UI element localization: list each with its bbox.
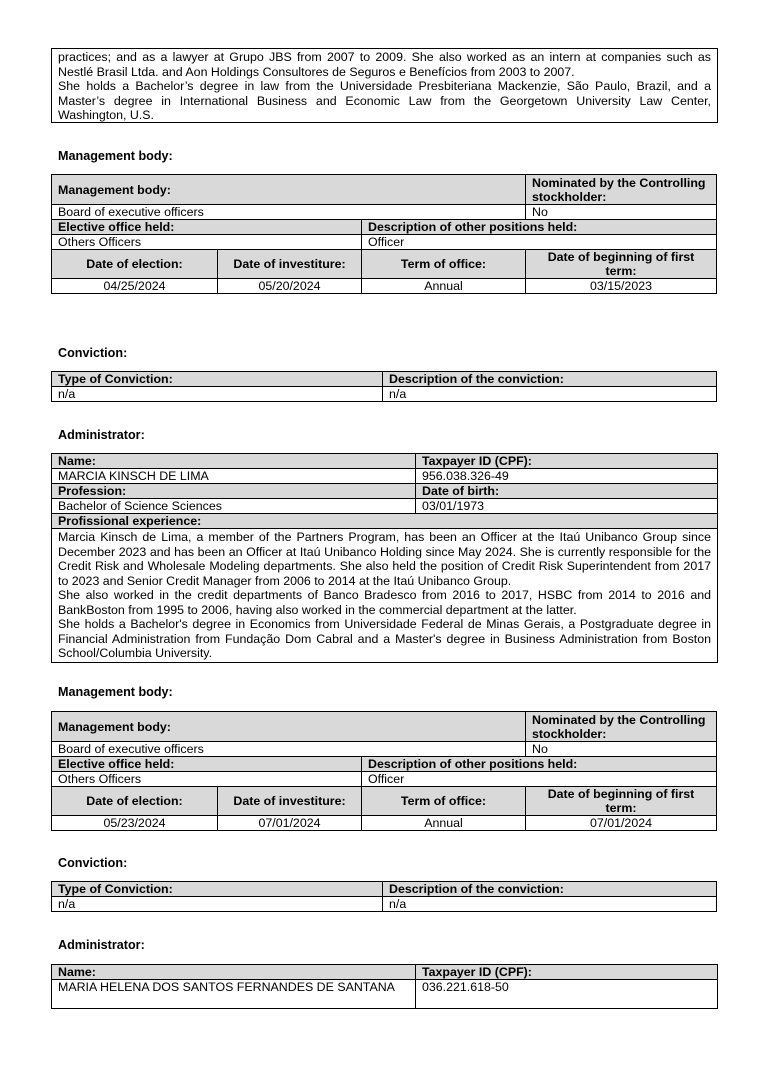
experience-label: Profissional experience: bbox=[52, 514, 718, 529]
description-conviction-label: Description of the conviction: bbox=[383, 372, 717, 387]
management-table-2 bbox=[51, 711, 716, 831]
term-office-label: Term of office: bbox=[362, 250, 526, 279]
date-investiture-label: Date of investiture: bbox=[218, 250, 362, 279]
management-body-label: Management body: bbox=[52, 175, 526, 205]
name-label: Name: bbox=[52, 454, 416, 469]
nominated-label: Nominated by the Controlling stockholder: bbox=[526, 712, 717, 742]
taxpayer-label: Taxpayer ID (CPF): bbox=[416, 454, 718, 469]
date-investiture-value: 05/20/2024 bbox=[218, 279, 362, 294]
experience-paragraph: She holds a Bachelor's degree in Economics from Universidade Federal de Minas Gerais, a Postgraduate degree in Financial Administration from Fundação Dom Cabral and a Master's degree in Business Administration from Boston School/Columbia University. bbox=[58, 617, 711, 660]
birth-value: 03/01/1973 bbox=[416, 499, 718, 514]
nominated-label: Nominated by the Controlling stockholder: bbox=[526, 175, 717, 205]
conviction-table-1 bbox=[51, 371, 716, 402]
nominated-value: No bbox=[526, 205, 717, 220]
administrator-section-title: Administrator: bbox=[58, 428, 145, 442]
administrator-table-1 bbox=[51, 453, 717, 663]
other-positions-value: Officer bbox=[362, 772, 717, 787]
management-body-value: Board of executive officers bbox=[52, 205, 526, 220]
date-election-label: Date of election: bbox=[52, 250, 218, 279]
nominated-value: No bbox=[526, 742, 717, 757]
experience-value bbox=[52, 529, 718, 663]
type-conviction-label: Type of Conviction: bbox=[52, 372, 383, 387]
management-body-label: Management body: bbox=[52, 712, 526, 742]
name-label: Name: bbox=[52, 965, 416, 980]
management-body-value: Board of executive officers bbox=[52, 742, 526, 757]
elective-office-label: Elective office held: bbox=[52, 220, 362, 235]
conviction-section-title: Conviction: bbox=[58, 856, 128, 870]
date-election-label: Date of election: bbox=[52, 787, 218, 816]
elective-office-value: Others Officers bbox=[52, 235, 362, 250]
bio-paragraph: practices; and as a lawyer at Grupo JBS from 2007 to 2009. She also worked as an intern at companies such as Nestlé Brasil Ltda. and Aon Holdings Consultores de Seguros e Benefícios from 2003 to 2007. bbox=[58, 50, 711, 79]
first-term-label: Date of beginning of first term: bbox=[526, 787, 717, 816]
administrator-section-title: Administrator: bbox=[58, 938, 145, 952]
taxpayer-label: Taxpayer ID (CPF): bbox=[416, 965, 718, 980]
type-conviction-label: Type of Conviction: bbox=[52, 882, 383, 897]
name-value: MARCIA KINSCH DE LIMA bbox=[52, 469, 416, 484]
management-section-title: Management body: bbox=[58, 149, 173, 163]
name-value: MARIA HELENA DOS SANTOS FERNANDES DE SANTANA bbox=[52, 980, 416, 1009]
date-election-value: 04/25/2024 bbox=[52, 279, 218, 294]
term-office-value: Annual bbox=[362, 816, 526, 831]
type-conviction-value: n/a bbox=[52, 897, 383, 912]
management-section-title: Management body: bbox=[58, 685, 173, 699]
description-conviction-label: Description of the conviction: bbox=[383, 882, 717, 897]
bio-continuation-box bbox=[51, 48, 718, 123]
taxpayer-value: 956.038.326-49 bbox=[416, 469, 718, 484]
conviction-table-2 bbox=[51, 881, 716, 912]
term-office-label: Term of office: bbox=[362, 787, 526, 816]
experience-paragraph: She also worked in the credit departments of Banco Bradesco from 2016 to 2017, HSBC from 2014 to 2016 and BankBoston from 1995 to 2006, having also worked in the commercial department at the latter. bbox=[58, 588, 711, 617]
first-term-value: 07/01/2024 bbox=[526, 816, 717, 831]
date-investiture-label: Date of investiture: bbox=[218, 787, 362, 816]
elective-office-label: Elective office held: bbox=[52, 757, 362, 772]
first-term-label: Date of beginning of first term: bbox=[526, 250, 717, 279]
administrator-table-2 bbox=[51, 964, 717, 1009]
term-office-value: Annual bbox=[362, 279, 526, 294]
other-positions-label: Description of other positions held: bbox=[362, 220, 717, 235]
first-term-value: 03/15/2023 bbox=[526, 279, 717, 294]
date-election-value: 05/23/2024 bbox=[52, 816, 218, 831]
other-positions-value: Officer bbox=[362, 235, 717, 250]
experience-paragraph: Marcia Kinsch de Lima, a member of the Partners Program, has been an Officer at the Itaú Unibanco Group since December 2023 and has been an Officer at Itaú Unibanco Holding since May 2024. She is currently responsible for the Credit Risk and Wholesale Modeling departments. She also held the position of Credit Risk Superintendent from 2017 to 2023 and Senior Credit Manager from 2006 to 2014 at the Itaú Unibanco Group. bbox=[58, 530, 711, 588]
description-conviction-value: n/a bbox=[383, 897, 717, 912]
profession-value: Bachelor of Science Sciences bbox=[52, 499, 416, 514]
birth-label: Date of birth: bbox=[416, 484, 718, 499]
description-conviction-value: n/a bbox=[383, 387, 717, 402]
other-positions-label: Description of other positions held: bbox=[362, 757, 717, 772]
conviction-section-title: Conviction: bbox=[58, 346, 128, 360]
type-conviction-value: n/a bbox=[52, 387, 383, 402]
profession-label: Profession: bbox=[52, 484, 416, 499]
management-table-1 bbox=[51, 174, 716, 294]
elective-office-value: Others Officers bbox=[52, 772, 362, 787]
bio-paragraph: She holds a Bachelor’s degree in law from the Universidade Presbiteriana Mackenzie, São Paulo, Brazil, and a Master’s degree in International Business and Economic Law from the Georgetown University Law Center, Washington, U.S. bbox=[58, 79, 711, 122]
date-investiture-value: 07/01/2024 bbox=[218, 816, 362, 831]
taxpayer-value: 036.221.618-50 bbox=[416, 980, 718, 1009]
